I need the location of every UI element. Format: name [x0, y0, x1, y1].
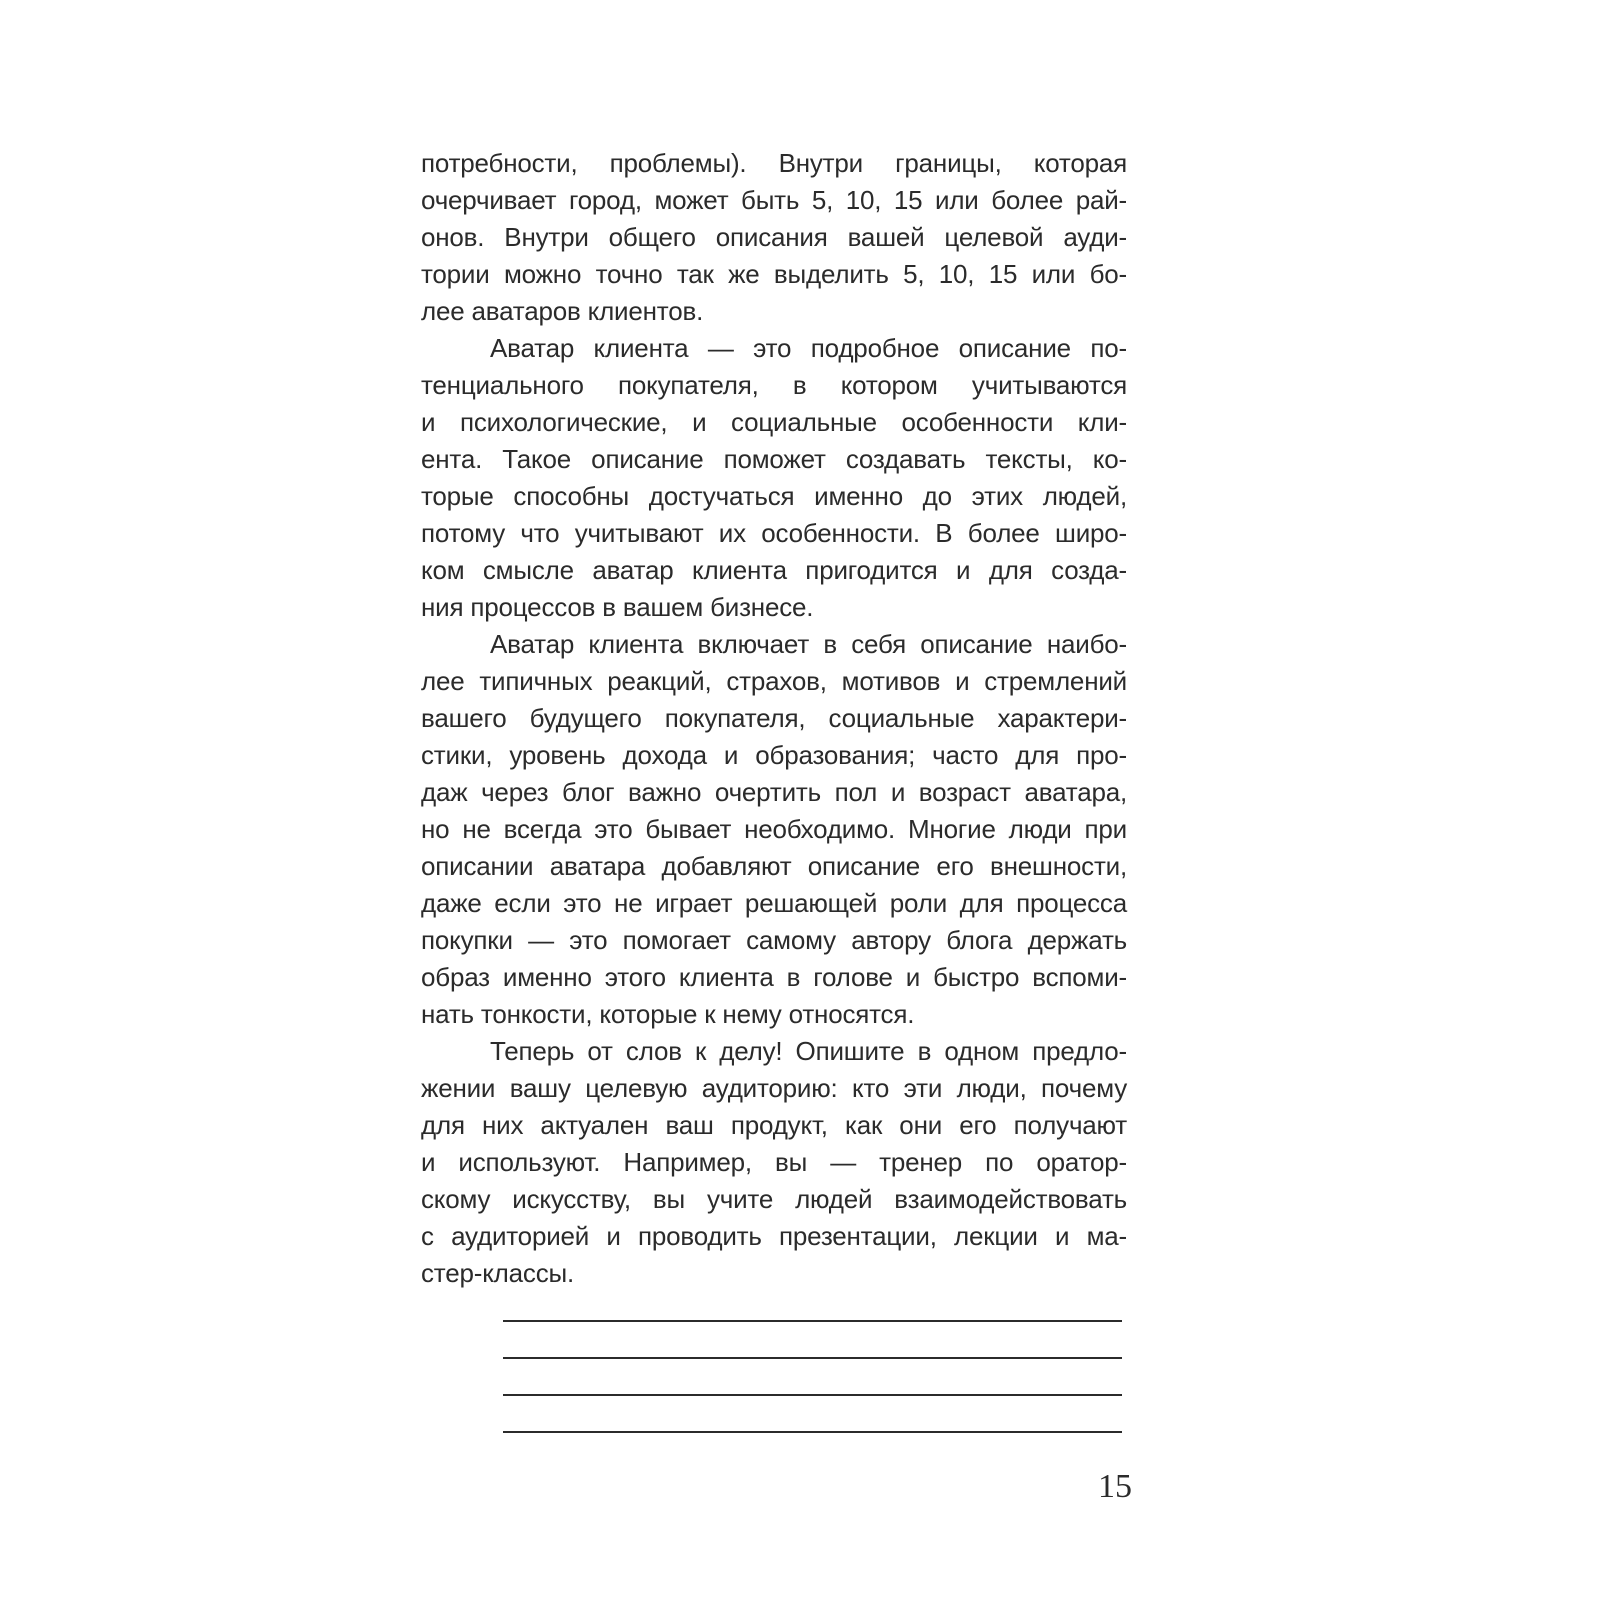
- text-line: лее аватаров клиентов.: [421, 296, 704, 326]
- text-line: описании аватара добавляют описание его внешности,: [421, 851, 1127, 881]
- text-line: очерчивает город, может быть 5, 10, 15 или более рай-: [421, 185, 1127, 215]
- text-line: потому что учитывают их особенности. В более широ-: [421, 518, 1127, 548]
- text-line: торые способны достучаться именно до этих людей,: [421, 481, 1127, 511]
- page-number: 15: [1098, 1468, 1132, 1505]
- text-line: стер-классы.: [421, 1258, 575, 1288]
- answer-line-1[interactable]: [503, 1320, 1122, 1322]
- text-line: и психологические, и социальные особенности кли-: [421, 407, 1127, 437]
- text-line: образ именно этого клиента в голове и быстро вспоми-: [421, 962, 1127, 992]
- text-line: потребности, проблемы). Внутри границы, которая: [421, 148, 1127, 178]
- answer-lines: [503, 1320, 1122, 1468]
- text-line: Теперь от слов к делу! Опишите в одном предло-: [490, 1036, 1127, 1066]
- text-line: даж через блог важно очертить пол и возраст аватара,: [421, 777, 1127, 807]
- body-text: [421, 145, 1127, 1292]
- text-line: и используют. Например, вы — тренер по оратор-: [421, 1147, 1127, 1177]
- text-line: ния процессов в вашем бизнесе.: [421, 592, 814, 622]
- text-line: стики, уровень дохода и образования; часто для про-: [421, 740, 1127, 770]
- text-line: скому искусству, вы учите людей взаимодействовать: [421, 1184, 1127, 1214]
- answer-line-2[interactable]: [503, 1357, 1122, 1359]
- answer-line-3[interactable]: [503, 1394, 1122, 1396]
- text-line: тенциального покупателя, в котором учитываются: [421, 370, 1127, 400]
- text-line: жении вашу целевую аудиторию: кто эти люди, почему: [421, 1073, 1127, 1103]
- text-line: ента. Такое описание поможет создавать тексты, ко-: [421, 444, 1127, 474]
- text-line: тории можно точно так же выделить 5, 10, 15 или бо-: [421, 259, 1127, 289]
- text-line: онов. Внутри общего описания вашей целевой ауди-: [421, 222, 1127, 252]
- text-line: Аватар клиента — это подробное описание по-: [490, 333, 1127, 363]
- text-line: но не всегда это бывает необходимо. Многие люди при: [421, 814, 1127, 844]
- answer-line-4[interactable]: [503, 1431, 1122, 1433]
- text-line: для них актуален ваш продукт, как они его получают: [421, 1110, 1127, 1140]
- text-line: лее типичных реакций, страхов, мотивов и стремлений: [421, 666, 1127, 696]
- text-line: даже если это не играет решающей роли для процесса: [421, 888, 1127, 918]
- text-line: нать тонкости, которые к нему относятся.: [421, 999, 915, 1029]
- text-line: с аудиторией и проводить презентации, лекции и ма-: [421, 1221, 1127, 1251]
- text-line: ком смысле аватар клиента пригодится и для созда-: [421, 555, 1127, 585]
- text-line: вашего будущего покупателя, социальные характери-: [421, 703, 1127, 733]
- text-line: Аватар клиента включает в себя описание наибо-: [490, 629, 1127, 659]
- text-line: покупки — это помогает самому автору блога держать: [421, 925, 1127, 955]
